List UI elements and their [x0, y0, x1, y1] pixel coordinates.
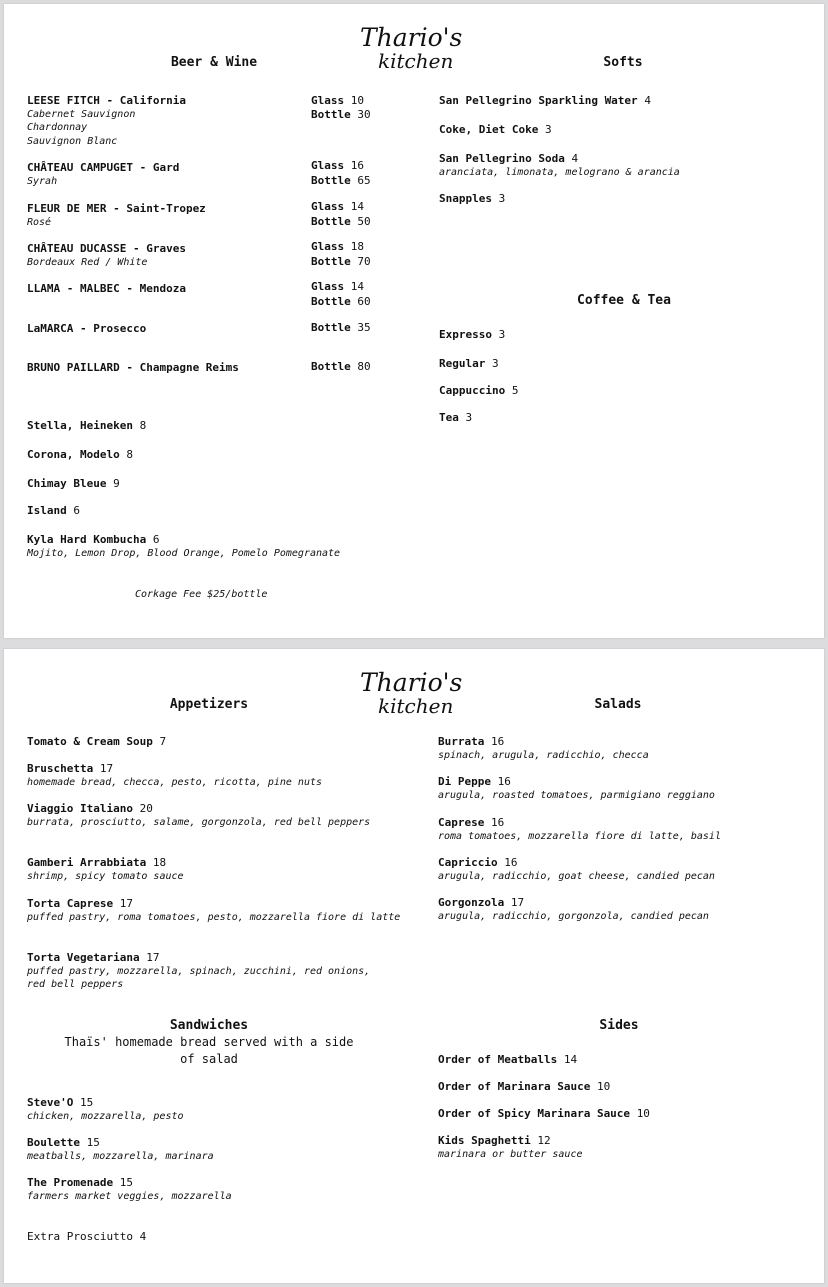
- wine-prices: Bottle 35: [311, 321, 371, 334]
- beer-item: Island 6: [27, 504, 80, 517]
- appetizer-item: Torta Caprese 17 puffed pastry, roma tomatoes, pesto, mozzarella fiore di latte: [27, 897, 401, 923]
- beer-wine-heading: Beer & Wine: [170, 55, 258, 70]
- coffee-tea-item: Cappuccino 5: [439, 384, 519, 397]
- wine-prices: Bottle 80: [311, 360, 371, 373]
- beer-item: Chimay Bleue 9: [27, 477, 120, 490]
- beer-item: Corona, Modelo 8: [27, 448, 133, 461]
- salad-item: Di Peppe 16 arugula, roasted tomatoes, parmigiano reggiano: [438, 775, 715, 801]
- appetizer-item: Viaggio Italiano 20 burrata, prosciutto, salame, gorgonzola, red bell peppers: [27, 802, 371, 828]
- svg-text:kitchen: kitchen: [378, 694, 454, 718]
- svg-text:kitchen: kitchen: [378, 49, 454, 73]
- soft-drink-item: San Pellegrino Sparkling Water 4: [439, 94, 651, 107]
- sandwich-item: Steve'O 15 chicken, mozzarella, pesto: [27, 1096, 184, 1122]
- wine-prices: Glass 10 Bottle 30: [311, 94, 371, 121]
- wine-item: BRUNO PAILLARD - Champagne Reims: [27, 361, 239, 374]
- svg-text:Thario's: Thario's: [360, 23, 463, 52]
- soft-drink-item: San Pellegrino Soda 4 aranciata, limonata, melograno & arancia: [439, 152, 680, 178]
- wine-item: LLAMA - MALBEC - Mendoza: [27, 282, 186, 295]
- wine-prices: Glass 16 Bottle 65: [311, 159, 371, 187]
- salad-item: Burrata 16 spinach, arugula, radicchio, checca: [438, 735, 649, 761]
- coffee-tea-item: Tea 3: [439, 411, 473, 424]
- menu-page-drinks: [4, 4, 824, 638]
- sandwiches-subheading: Thaïs' homemade bread served with a side of salad: [64, 1035, 354, 1066]
- svg-text:Thario's: Thario's: [360, 668, 463, 697]
- wine-prices: Glass 18 Bottle 70: [311, 240, 371, 268]
- corkage-fee-note: Corkage Fee $25/bottle: [135, 589, 268, 600]
- softs-heading: Softs: [603, 55, 643, 70]
- coffee-tea-heading: Coffee & Tea: [577, 293, 671, 308]
- appetizers-heading: Appetizers: [169, 697, 249, 712]
- salad-item: Caprese 16 roma tomatoes, mozzarella fiore di latte, basil: [438, 816, 721, 842]
- appetizer-item: Torta Vegetariana 17 puffed pastry, mozzarella, spinach, zucchini, red onions, red bell peppers: [27, 951, 371, 990]
- sandwich-item: Boulette 15 meatballs, mozzarella, marinara: [27, 1136, 214, 1162]
- beer-item: Kyla Hard Kombucha 6 Mojito, Lemon Drop, Blood Orange, Pomelo Pomegranate: [27, 533, 341, 559]
- sandwich-item: The Promenade 15 farmers market veggies, mozzarella: [27, 1176, 232, 1202]
- soft-drink-item: Coke, Diet Coke 3: [439, 123, 552, 136]
- salad-item: Gorgonzola 17 arugula, radicchio, gorgonzola, candied pecan: [438, 896, 709, 922]
- sandwiches-heading: Sandwiches: [169, 1018, 249, 1033]
- brand-logo: [350, 18, 480, 74]
- wine-item: LEESE FITCH - California Cabernet Sauvignon Chardonnay Sauvignon Blanc: [27, 94, 186, 147]
- beer-item: Stella, Heineken 8: [27, 419, 147, 432]
- menu-page-food: [4, 649, 824, 1283]
- sides-heading: Sides: [599, 1018, 639, 1033]
- side-item: Order of Marinara Sauce 10: [438, 1080, 611, 1093]
- brand-logo-script: [350, 663, 480, 719]
- brand-logo-script: [350, 18, 480, 74]
- wine-item: FLEUR DE MER - Saint-Tropez Rosé: [27, 202, 206, 228]
- wine-prices: Glass 14 Bottle 60: [311, 280, 371, 308]
- coffee-tea-item: Expresso 3: [439, 328, 506, 341]
- side-item: Kids Spaghetti 12 marinara or butter sauce: [438, 1134, 583, 1160]
- wine-item: CHÂTEAU DUCASSE - Graves Bordeaux Red / White: [27, 242, 186, 268]
- side-item: Order of Meatballs 14: [438, 1053, 578, 1066]
- coffee-tea-item: Regular 3: [439, 357, 499, 370]
- wine-item: LaMARCA - Prosecco: [27, 322, 147, 335]
- wine-item: CHÂTEAU CAMPUGET - Gard Syrah: [27, 161, 180, 187]
- salad-item: Capriccio 16 arugula, radicchio, goat cheese, candied pecan: [438, 856, 715, 882]
- appetizer-item: Tomato & Cream Soup 7: [27, 735, 167, 748]
- brand-logo: [350, 663, 480, 719]
- salads-heading: Salads: [594, 697, 642, 712]
- extra-prosciutto-note: Extra Prosciutto 4: [27, 1230, 147, 1243]
- appetizer-item: Gamberi Arrabbiata 18 shrimp, spicy tomato sauce: [27, 856, 184, 882]
- wine-prices: Glass 14 Bottle 50: [311, 200, 371, 228]
- side-item: Order of Spicy Marinara Sauce 10: [438, 1107, 650, 1120]
- appetizer-item: Bruschetta 17 homemade bread, checca, pesto, ricotta, pine nuts: [27, 762, 323, 788]
- soft-drink-item: Snapples 3: [439, 192, 506, 205]
